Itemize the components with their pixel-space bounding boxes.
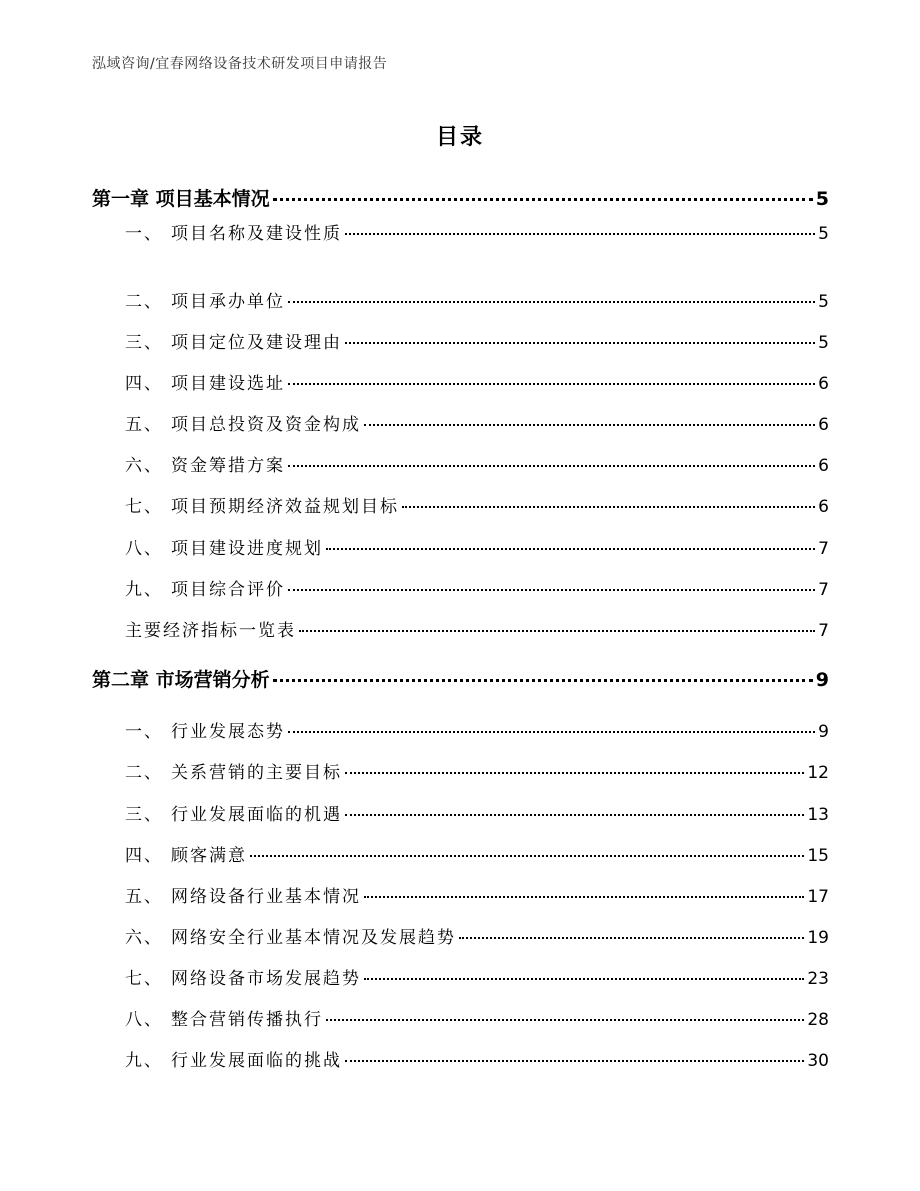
entry-number: 四、 [125,374,163,394]
page-number: 5 [818,292,829,312]
page-title: 目录 [435,125,484,150]
entry-number: 八、 [125,1010,163,1030]
entry-title: 项目综合评价 [171,580,285,600]
page-number: 19 [807,928,829,948]
entry-title: 行业发展面临的机遇 [171,805,342,825]
page-number: 13 [807,805,829,825]
leader-dots [250,855,804,857]
toc-entry[interactable] [125,534,829,559]
entry-title: 顾客满意 [171,846,247,866]
toc-entry[interactable] [125,219,829,244]
entry-title: 主要经济指标一览表 [125,621,296,641]
toc-entry[interactable] [125,923,829,948]
entry-number: 五、 [125,415,163,435]
page-number: 30 [807,1051,829,1071]
entry-title: 网络设备市场发展趋势 [171,969,361,989]
entry-title: 项目建设进度规划 [171,539,323,559]
page-number: 6 [818,374,829,394]
leader-dots [364,978,804,980]
toc-entry[interactable] [125,369,829,394]
entry-number: 三、 [125,805,163,825]
page-number: 6 [818,415,829,435]
toc-entry[interactable] [125,287,829,312]
entry-title: 行业发展态势 [171,722,285,742]
entry-title: 网络安全行业基本情况及发展趋势 [171,928,456,948]
leader-dots [345,233,815,235]
entry-number: 三、 [125,333,163,353]
entry-title: 整合营销传播执行 [171,1010,323,1030]
leader-dots [288,731,815,733]
entry-number: 六、 [125,456,163,476]
toc-entry[interactable] [125,616,829,641]
page-number: 9 [818,722,829,742]
entry-title: 项目建设选址 [171,374,285,394]
entry-number: 九、 [125,580,163,600]
toc-entry[interactable] [125,451,829,476]
page-number: 7 [818,539,829,559]
entry-number: 四、 [125,846,163,866]
leader-dots [345,342,815,344]
page-number: 23 [807,969,829,989]
toc-entry[interactable] [125,492,829,517]
leader-dots [288,589,815,591]
toc-entry[interactable] [125,1005,829,1030]
page-number: 17 [807,887,829,907]
leader-dots [326,548,815,550]
entry-number: 七、 [125,969,163,989]
leader-dots [288,301,815,303]
page-number: 15 [807,846,829,866]
entry-title: 资金筹措方案 [171,456,285,476]
entry-title: 项目名称及建设性质 [171,224,342,244]
entry-number: 二、 [125,292,163,312]
toc-chapter-2[interactable] [92,665,829,692]
toc-entry[interactable] [125,882,829,907]
chapter-label: 第二章 市场营销分析 [92,669,270,691]
entry-title: 项目定位及建设理由 [171,333,342,353]
entry-number: 二、 [125,763,163,783]
leader-dots [459,937,804,939]
page-number: 28 [807,1010,829,1030]
entry-title: 项目总投资及资金构成 [171,415,361,435]
entry-number: 一、 [125,224,163,244]
entry-number: 一、 [125,722,163,742]
leader-dots [288,383,815,385]
toc-entry[interactable] [125,964,829,989]
entry-title: 行业发展面临的挑战 [171,1051,342,1071]
toc-entry[interactable] [125,410,829,435]
leader-dots [364,424,815,426]
leader-dots [273,198,813,201]
toc-entry[interactable] [125,758,829,783]
entry-number: 七、 [125,497,163,517]
toc-entry[interactable] [125,328,829,353]
leader-dots [345,772,804,774]
page-number: 5 [818,224,829,244]
entry-title: 网络设备行业基本情况 [171,887,361,907]
page-number: 12 [807,763,829,783]
page-number: 6 [818,497,829,517]
leader-dots [364,896,804,898]
page-number: 7 [818,580,829,600]
entry-number: 六、 [125,928,163,948]
page-number: 9 [815,669,829,691]
page-number: 7 [818,621,829,641]
entry-number: 八、 [125,539,163,559]
leader-dots [402,506,815,508]
leader-dots [326,1019,804,1021]
page-number: 5 [818,333,829,353]
page-number: 5 [815,188,829,210]
toc-entry[interactable] [125,575,829,600]
leader-dots [299,630,815,632]
toc-entry[interactable] [125,717,829,742]
entry-number: 九、 [125,1051,163,1071]
toc-entry[interactable] [125,841,829,866]
entry-title: 项目承办单位 [171,292,285,312]
leader-dots [345,814,804,816]
entry-title: 项目预期经济效益规划目标 [171,497,399,517]
running-header: 泓域咨询/宜春网络设备技术研发项目申请报告 [92,56,388,72]
leader-dots [345,1060,804,1062]
toc-entry[interactable] [125,1046,829,1071]
chapter-label: 第一章 项目基本情况 [92,188,270,210]
entry-number: 五、 [125,887,163,907]
leader-dots [273,679,813,682]
page-number: 6 [818,456,829,476]
entry-title: 关系营销的主要目标 [171,763,342,783]
toc-entry[interactable] [125,800,829,825]
toc-chapter-1[interactable] [92,184,829,211]
leader-dots [288,465,815,467]
